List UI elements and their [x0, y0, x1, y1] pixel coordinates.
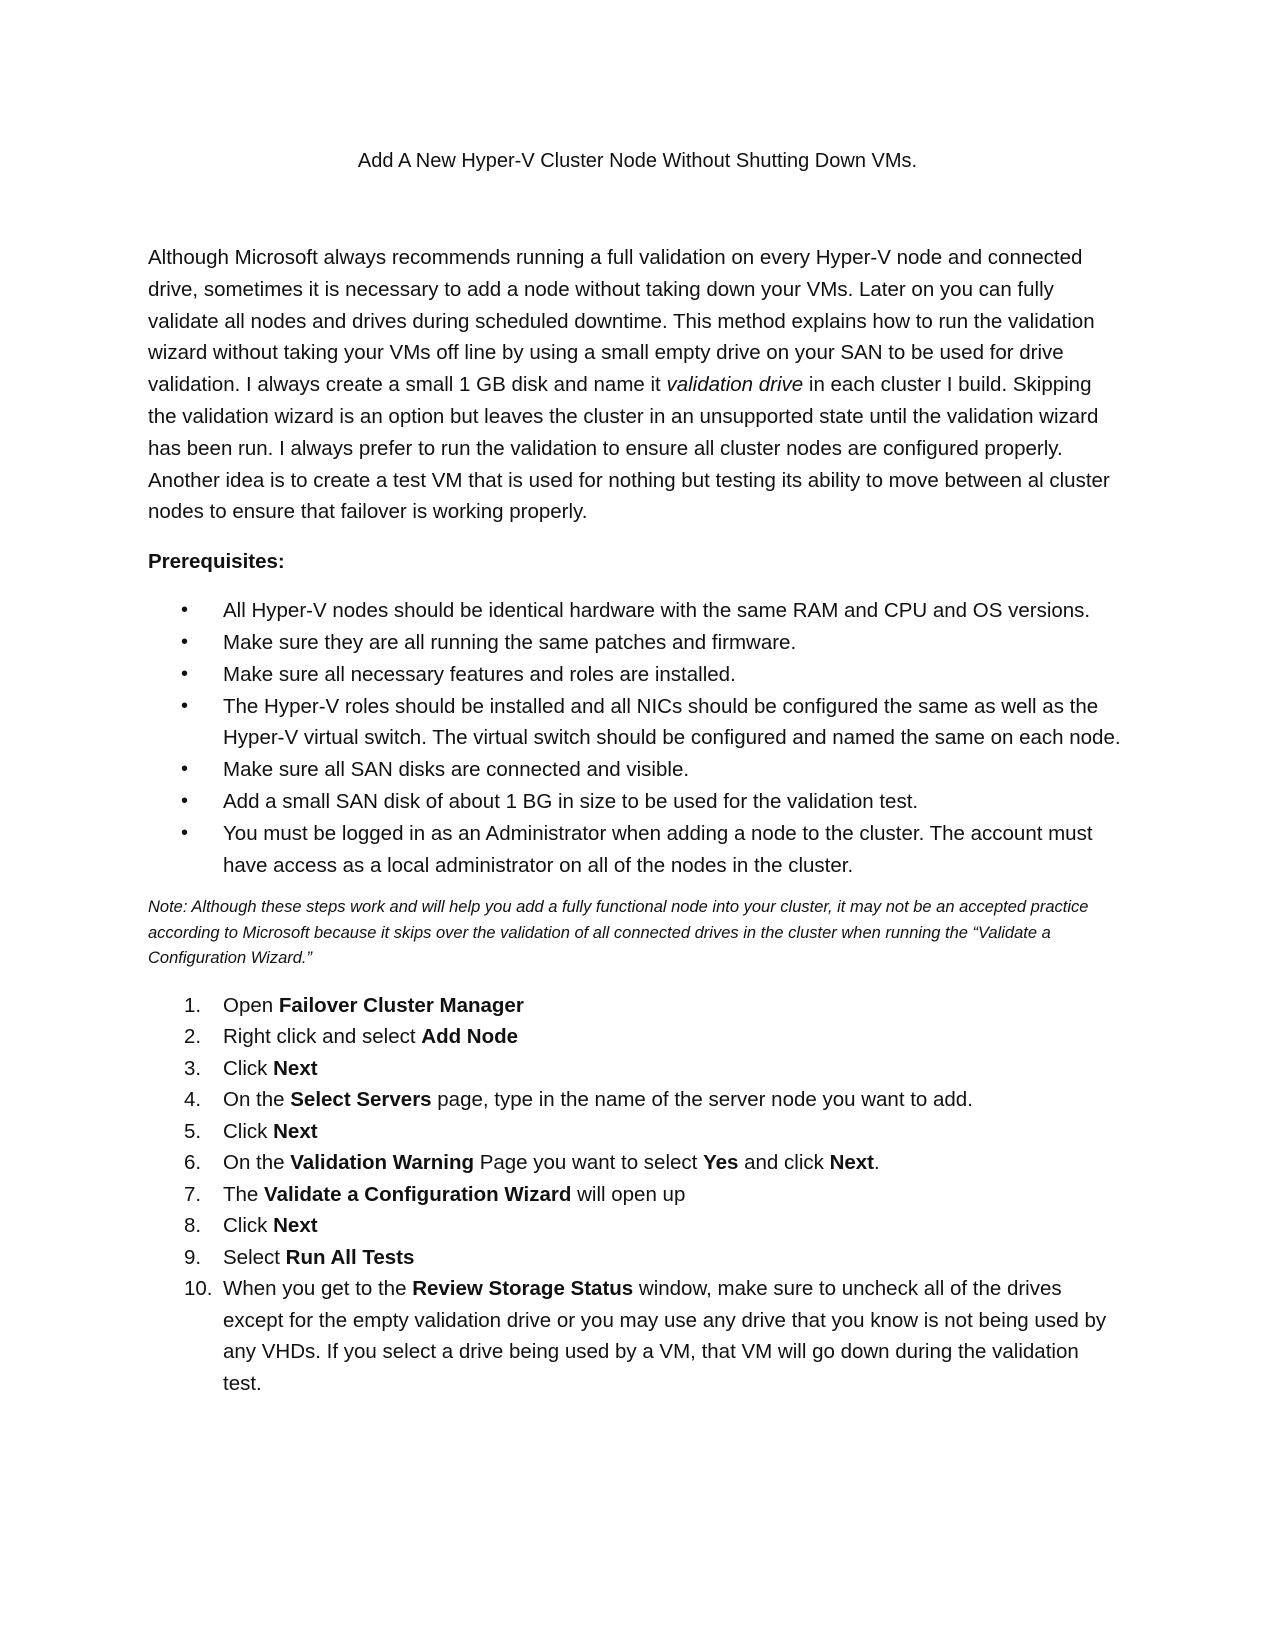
step-number: 2. [184, 1025, 202, 1049]
document-body [148, 242, 1123, 1399]
step-text: On the [223, 1151, 291, 1175]
step-text: will open up [571, 1182, 686, 1206]
step-text: window, make sure to uncheck all of the drives except for the empty validation drive or you may use any drive that you know is not being used by any VHDs. If you select a drive being used by a VM, that VM will go down during the validation test. [223, 1277, 1107, 1395]
prerequisite-text: You must be logged in as an Administrator when adding a node to the cluster. The account must have access as a local administrator on all of the nodes in the cluster. [223, 821, 1093, 877]
step-text: Select [223, 1245, 286, 1269]
step-number: 3. [184, 1056, 202, 1080]
step-text: When you get to the [223, 1277, 413, 1301]
step-item [148, 1053, 1123, 1085]
step-text-bold: Run All Tests [285, 1245, 415, 1269]
prerequisite-text: The Hyper-V roles should be installed and all NICs should be configured the same as well as the Hyper-V virtual switch. The virtual switch should be configured and named the same on each node. [223, 694, 1121, 750]
step-number: 6. [184, 1151, 202, 1175]
bullet-icon: • [181, 758, 189, 781]
step-text: and click [738, 1151, 830, 1175]
step-item [148, 1084, 1123, 1116]
step-item [148, 1021, 1123, 1053]
step-item [148, 1147, 1123, 1179]
prerequisite-text: Make sure all necessary features and roles are installed. [223, 662, 736, 686]
step-number: 4. [184, 1088, 202, 1112]
step-text: The [223, 1182, 265, 1206]
step-text-bold: Yes [703, 1151, 739, 1175]
step-text: On the [223, 1088, 291, 1112]
bullet-icon: • [181, 789, 189, 812]
intro-text-start: Although Microsoft always recommends running a full validation on every Hyper-V node and connected drive, sometimes it is necessary to add a node without taking down your VMs. Later on you can fully validate all nodes and drives during scheduled downtime. This method explains how to run the validation wizard without taking your VMs off line by using a small empty drive on your SAN to be used for drive validation. I always create a small 1 GB disk and name it [148, 246, 1095, 397]
step-text-bold: Next [273, 1214, 318, 1238]
bullet-icon: • [181, 821, 189, 844]
prerequisites-list [148, 595, 1123, 881]
prerequisite-text: Add a small SAN disk of about 1 BG in size to be used for the validation test. [223, 789, 919, 813]
step-text: page, type in the name of the server node you want to add. [431, 1088, 973, 1112]
prerequisite-item [148, 786, 1123, 818]
step-text-bold: Add Node [421, 1025, 519, 1049]
step-item [148, 1116, 1123, 1148]
step-text-bold: Next [273, 1119, 318, 1143]
step-number: 1. [184, 993, 202, 1017]
step-item [148, 1242, 1123, 1274]
step-item [148, 1273, 1123, 1399]
prerequisite-item [148, 691, 1123, 755]
bullet-icon: • [181, 599, 189, 622]
step-item [148, 990, 1123, 1022]
prerequisite-text: Make sure all SAN disks are connected and visible. [223, 758, 690, 782]
step-text-bold: Next [829, 1151, 875, 1175]
step-text: . [874, 1151, 880, 1175]
prerequisite-item [148, 659, 1123, 691]
prerequisites-heading: Prerequisites: [148, 550, 285, 574]
step-number: 5. [184, 1119, 202, 1143]
step-number: 10. [184, 1277, 213, 1301]
bullet-icon: • [181, 662, 189, 685]
step-text-bold: Failover Cluster Manager [278, 993, 524, 1017]
step-text-bold: Validate a Configuration Wizard [264, 1182, 572, 1206]
prerequisite-item [148, 754, 1123, 786]
prerequisite-item [148, 818, 1123, 882]
step-text-bold: Next [273, 1056, 318, 1080]
steps-list [148, 990, 1123, 1400]
prerequisite-item [148, 595, 1123, 627]
step-number: 8. [184, 1214, 202, 1238]
step-text: Open [223, 993, 279, 1017]
bullet-icon: • [181, 694, 189, 717]
note-paragraph: Note: Although these steps work and will help you add a fully functional node into your cluster, it may not be an accepted practice according to Microsoft because it skips over the validation of all connected drives in the cluster when running the “Validate a Configuration Wizard.” [148, 898, 1089, 968]
step-text-bold: Review Storage Status [412, 1277, 634, 1301]
intro-emphasis: validation drive [666, 373, 804, 397]
prerequisite-text: All Hyper-V nodes should be identical hardware with the same RAM and CPU and OS versions. [223, 599, 1091, 623]
step-number: 7. [184, 1182, 202, 1206]
bullet-icon: • [181, 630, 189, 653]
step-text-bold: Validation Warning [290, 1151, 474, 1175]
step-text: Right click and select [223, 1025, 422, 1049]
step-item [148, 1179, 1123, 1211]
prerequisite-text: Make sure they are all running the same patches and firmware. [223, 630, 797, 654]
document-title: Add A New Hyper-V Cluster Node Without Shutting Down VMs. [357, 150, 918, 172]
intro-paragraph [148, 242, 1123, 528]
step-text: Page you want to select [474, 1151, 704, 1175]
step-text: Click [223, 1119, 274, 1143]
step-text-bold: Select Servers [290, 1088, 432, 1112]
prerequisite-item [148, 627, 1123, 659]
step-item [148, 1210, 1123, 1242]
step-text: Click [223, 1214, 274, 1238]
intro-text-end: in each cluster I build. Skipping the validation wizard is an option but leaves the cluster in an unsupported state until the validation wizard has been run. I always prefer to run the validation to ensure all cluster nodes are configured properly. Another idea is to create a test VM that is used for nothing but testing its ability to move between al cluster nodes to ensure that failover is working properly. [148, 373, 1110, 524]
step-number: 9. [184, 1245, 202, 1269]
step-text: Click [223, 1056, 274, 1080]
